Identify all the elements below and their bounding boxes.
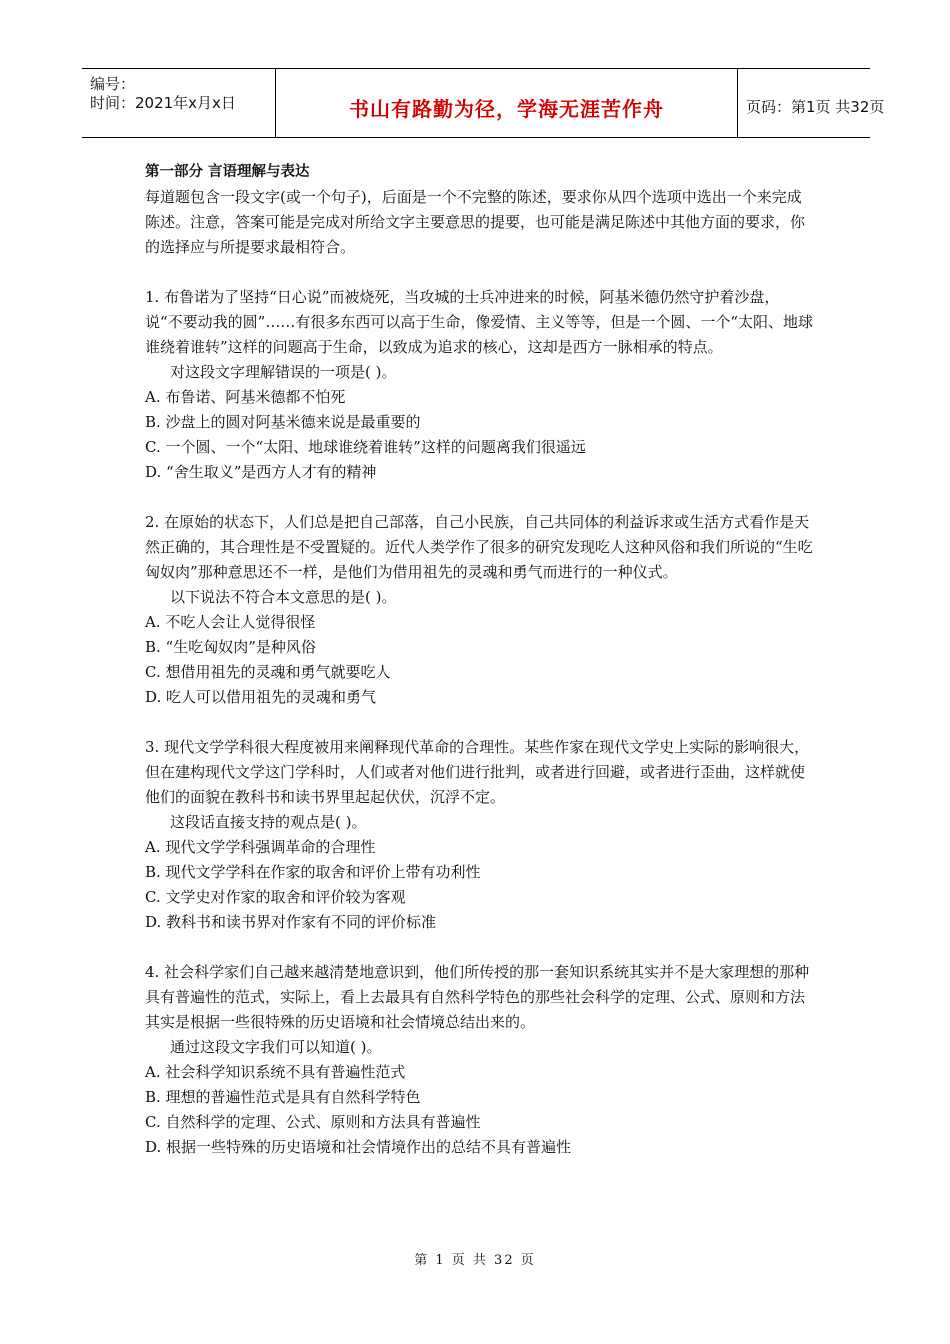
header-motto-cell [276, 69, 738, 137]
option-b: B. 理想的普遍性范式是具有自然科学特色 [145, 1088, 421, 1106]
page-info: 页码：第1页 共32页 [746, 98, 885, 116]
question-3 [145, 735, 815, 935]
option-a: A. 现代文学学科强调革命的合理性 [145, 838, 376, 856]
motto-text: 书山有路勤为径，学海无涯苦作舟 [349, 97, 664, 121]
option-b: B. 现代文学学科在作家的取舍和评价上带有功利性 [145, 863, 481, 881]
document-header [82, 68, 885, 138]
question-stem: 4. 社会科学家们自己越来越清楚地意识到，他们所传授的那一套知识系统其实并不是大家理想的那种具有普遍性的范式，实际上，看上去最具有自然科学特色的那些社会科学的定理、公式、原则和方法其实是根据一些很特殊的历史语境和社会情境总结出来的。 [145, 963, 810, 1031]
question-prompt: 通过这段文字我们可以知道( )。 [170, 1038, 382, 1056]
option-b: B. “生吃匈奴肉”是种风俗 [145, 638, 316, 656]
number-label: 编号： [90, 75, 136, 93]
question-1 [145, 285, 815, 485]
question-prompt: 这段话直接支持的观点是( )。 [170, 813, 367, 831]
option-c: C. 一个圆、一个“太阳、地球谁绕着谁转”这样的问题离我们很遥远 [145, 438, 586, 456]
document-body [145, 160, 815, 1185]
time-label: 时间：2021年x月x日 [90, 94, 236, 112]
question-prompt: 对这段文字理解错误的一项是( )。 [170, 363, 397, 381]
question-stem: 3. 现代文学学科很大程度被用来阐释现代革命的合理性。某些作家在现代文学史上实际的影响很大，但在建构现代文学这门学科时，人们或者对他们进行批判，或者进行回避，或者进行歪曲，这样就使他们的面貌在教科书和读书界里起起伏伏，沉浮不定。 [145, 738, 810, 806]
option-d: D. 根据一些特殊的历史语境和社会情境作出的总结不具有普遍性 [145, 1138, 572, 1156]
option-c: C. 自然科学的定理、公式、原则和方法具有普遍性 [145, 1113, 481, 1131]
option-c: C. 文学史对作家的取舍和评价较为客观 [145, 888, 406, 906]
question-stem: 1. 布鲁诺为了坚持“日心说”而被烧死，当攻城的士兵冲进来的时候，阿基米德仍然守护着沙盘，说“不要动我的圆”……有很多东西可以高于生命，像爱情、主义等等，但是一个圆、一个“太阳、地球谁绕着谁转”这样的问题高于生命，以致成为追求的核心，这却是西方一脉相承的特点。 [145, 288, 814, 356]
option-a: A. 不吃人会让人觉得很怪 [145, 613, 316, 631]
section-title: 第一部分 言语理解与表达 [145, 164, 310, 180]
question-prompt: 以下说法不符合本文意思的是( )。 [170, 588, 397, 606]
option-d: D. “舍生取义”是西方人才有的精神 [145, 463, 377, 481]
page-footer: 第 1 页 共 32 页 [414, 1253, 536, 1268]
option-d: D. 吃人可以借用祖先的灵魂和勇气 [145, 688, 377, 706]
question-4 [145, 960, 815, 1160]
question-2 [145, 510, 815, 710]
header-meta-cell [82, 69, 276, 137]
option-d: D. 教科书和读书界对作家有不同的评价标准 [145, 913, 437, 931]
section-intro: 每道题包含一段文字(或一个句子)，后面是一个不完整的陈述，要求你从四个选项中选出一个来完成陈述。注意，答案可能是完成对所给文字主要意思的提要，也可能是满足陈述中其他方面的要求，你的选择应与所提要求最相符合。 [145, 188, 806, 256]
option-c: C. 想借用祖先的灵魂和勇气就要吃人 [145, 663, 391, 681]
question-stem: 2. 在原始的状态下，人们总是把自己部落，自己小民族，自己共同体的利益诉求或生活方式看作是天然正确的，其合理性是不受置疑的。近代人类学作了很多的研究发现吃人这种风俗和我们所说的“生吃匈奴肉”那种意思还不一样，是他们为借用祖先的灵魂和勇气而进行的一种仪式。 [145, 513, 813, 581]
option-b: B. 沙盘上的圆对阿基米德来说是最重要的 [145, 413, 421, 431]
option-a: A. 社会科学知识系统不具有普遍性范式 [145, 1063, 406, 1081]
header-page-cell [738, 69, 885, 137]
option-a: A. 布鲁诺、阿基米德都不怕死 [145, 388, 346, 406]
